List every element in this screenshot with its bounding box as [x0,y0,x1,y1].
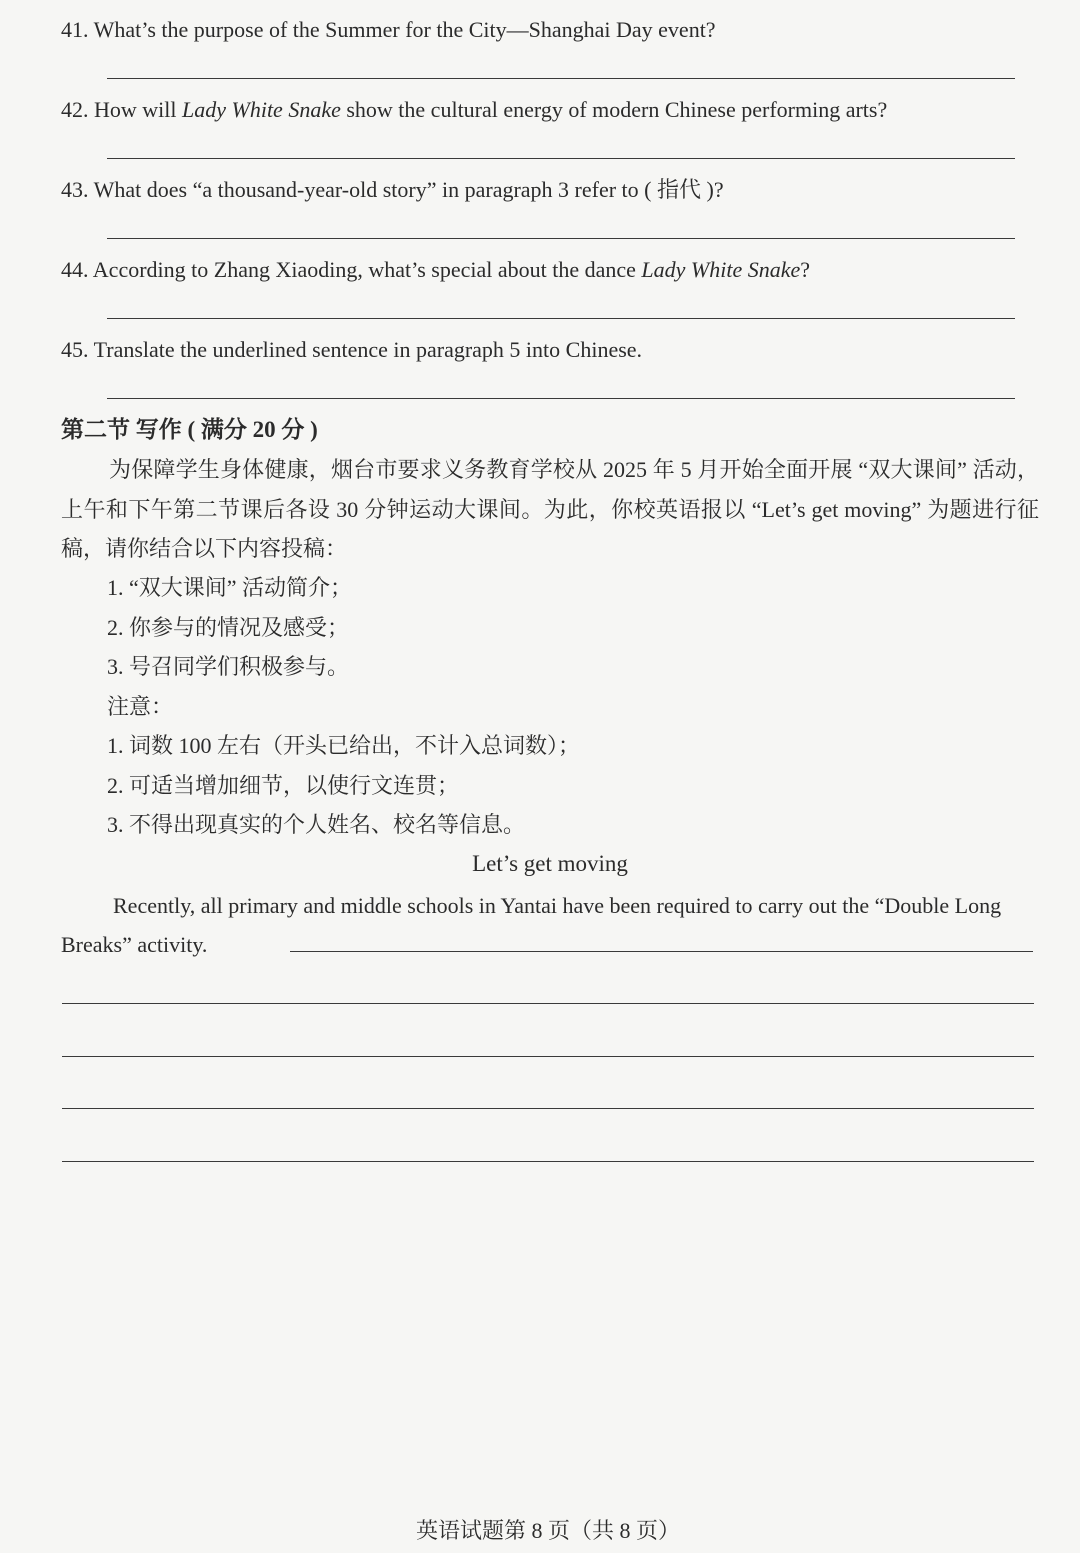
answer-line-42[interactable] [107,158,1015,159]
italic-title: Lady White Snake [182,97,341,122]
essay-opening [61,886,1039,964]
point-item: 3. 号召同学们积极参与。 [107,654,350,679]
question-number: 43. [61,177,89,202]
writing-line[interactable] [62,1056,1034,1057]
question-text: ? [800,257,811,282]
answer-line-45[interactable] [107,398,1015,399]
question-text: What does “a thousand-year-old story” in paragraph 3 refer to ( 指代 )? [93,177,724,202]
section-heading: 第二节 写作 ( 满分 20 分 ) [61,417,318,442]
page-footer: 英语试题第 8 页（共 8 页） [415,1518,680,1543]
essay-title: Let’s get moving [472,851,628,876]
writing-line-inline[interactable] [290,951,1033,952]
answer-line-43[interactable] [107,238,1015,239]
note-item: 1. 词数 100 左右（开头已给出，不计入总词数）； [107,733,581,758]
question-43 [61,176,724,204]
question-text: According to Zhang Xiaoding, what’s special about the dance [92,257,642,282]
question-number: 44. [61,257,89,282]
italic-title: Lady White Snake [641,257,801,282]
writing-line[interactable] [62,1161,1034,1162]
question-number: 45. [61,337,89,362]
question-text: What’s the purpose of the Summer for the City—Shanghai Day event? [93,17,716,42]
writing-line[interactable] [62,1003,1034,1004]
question-text: show the cultural energy of modern Chinese performing arts? [340,97,888,122]
notes-label: 注意： [107,694,174,719]
point-item: 2. 你参与的情况及感受； [107,615,350,640]
writing-line[interactable] [62,1108,1034,1109]
answer-line-41[interactable] [107,78,1015,79]
writing-prompt: 为保障学生身体健康，烟台市要求义务教育学校从 2025 年 5 月开始全面开展 “双大课间” 活动，上午和下午第二节课后各设 30 分钟运动大课间。为此，你校英语报以 “Let’s get moving” 为题进行征稿，请你结合以下内容投稿： [61,457,1039,561]
question-41 [61,16,716,44]
answer-line-44[interactable] [107,318,1015,319]
question-number: 42. [61,97,89,122]
question-text: How will [94,97,182,122]
essay-opening-text: Recently, all primary and middle schools in Yantai have been required to carry out the “Double Long Breaks” activity. [61,893,1002,957]
note-item: 2. 可适当增加细节，以使行文连贯； [107,773,460,798]
question-number: 41. [61,17,89,42]
point-item: 1. “双大课间” 活动简介； [107,575,353,600]
question-42 [61,96,887,124]
note-item: 3. 不得出现真实的个人姓名、校名等信息。 [107,812,526,837]
question-45 [61,336,642,364]
question-44 [61,256,810,284]
question-text: Translate the underlined sentence in paragraph 5 into Chinese. [93,337,643,362]
